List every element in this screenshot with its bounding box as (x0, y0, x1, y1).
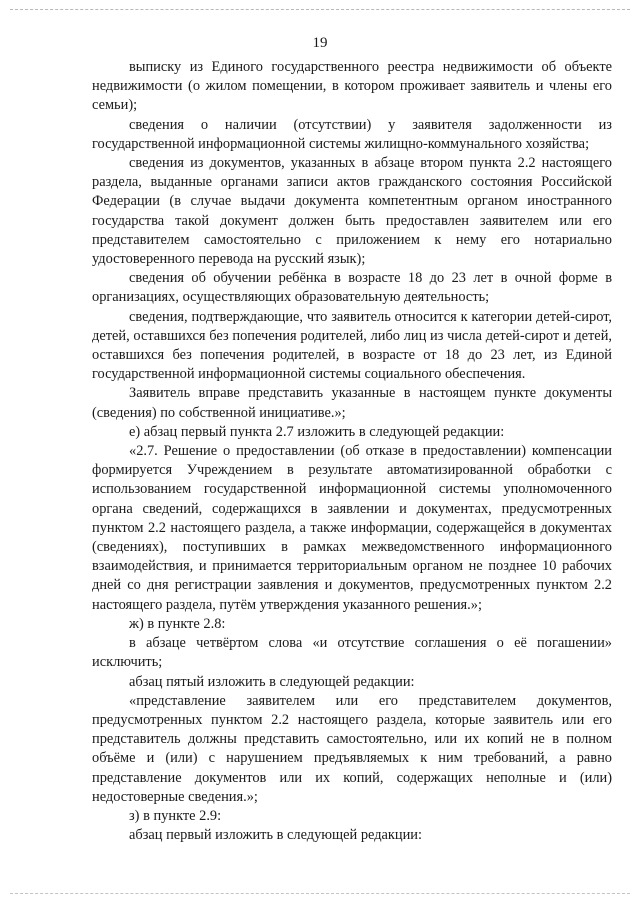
paragraph-own-initiative: Заявитель вправе представить указанные в настоящем пункте документы (сведения) по собственной инициативе.»; (92, 385, 612, 421)
page-number: 19 (312, 35, 328, 51)
paragraph-item-z: з) в пункте 2.9: (129, 807, 222, 824)
paragraph-debt-info: сведения о наличии (отсутствии) у заявителя задолженности из государственной информационной системы жилищно-коммунального хозяйства; (92, 116, 612, 152)
paragraph-fifth-abzats-intro: абзац пятый изложить в следующей редакции: (129, 673, 415, 690)
paragraph-item-e: е) абзац первый пункта 2.7 изложить в следующей редакции: (129, 423, 505, 440)
paragraph-clause-2-7: «2.7. Решение о предоставлении (об отказе в предоставлении) компенсации формируется Учреждением в результате автоматизированной обработки с использованием государственной информационной системы уполномоченного органа сведений, содержащихся в заявлении и документах, предусмотренных пунктом 2.2 настоящего раздела, а также информации, содержащейся в документах (сведениях), поступивших в рамках межведомственного информационного взаимодействия, и принимается территориальным органом не позднее 10 рабочих дней со дня регистрации заявления и документов, предусмотренных пунктом 2.2 настоящего раздела, путём утверждения указанного решения.»; (92, 443, 612, 613)
paragraph-egrn-extract: выписку из Единого государственного реестра недвижимости об объекте недвижимости (о жилом помещении, в котором проживает заявитель и члены его семьи); (92, 59, 612, 114)
paragraph-orphan-status: сведения, подтверждающие, что заявитель относится к категории детей-сирот, детей, оставшихся без попечения родителей, либо лиц из числа детей-сирот и детей, оставшихся без попечения родителей, в возрасте от 18 до 23 лет, из Единой государственной информационной системы социального обеспечения. (92, 308, 612, 383)
paragraph-fourth-abzats: в абзаце четвёртом слова «и отсутствие соглашения о её погашении» исключить; (92, 635, 612, 671)
paragraph-first-abzats-intro: абзац первый изложить в следующей редакции: (129, 827, 423, 844)
paragraph-civil-registry: сведения из документов, указанных в абзаце втором пункта 2.2 настоящего раздела, выданные органами записи актов гражданского состояния Российской Федерации (в случае выдачи документа компетентным органом иностранного государства такой документ должен быть предоставлен заявителем или его представителем самостоятельно с приложением к нему его нотариально удостоверенного перевода на русский язык); (92, 155, 612, 268)
paragraph-education-info: сведения об обучении ребёнка в возрасте 18 до 23 лет в очной форме в организациях, осуществляющих образовательную деятельность; (92, 270, 612, 306)
paragraph-fifth-abzats-text: «представление заявителем или его представителем документов, предусмотренных пунктом 2.2 настоящего раздела, которые заявитель или его представитель должны представить самостоятельно, или их копий не в полном объёме и (или) с нарушением предъявляемых к ним требований, а равно представление документов или их копий, содержащих неполные и (или) недостоверные сведения.»; (92, 692, 612, 805)
scan-edge-top (10, 9, 630, 10)
document-body (92, 58, 612, 845)
scan-edge-bottom (10, 893, 630, 894)
paragraph-item-zh: ж) в пункте 2.8: (129, 615, 226, 632)
